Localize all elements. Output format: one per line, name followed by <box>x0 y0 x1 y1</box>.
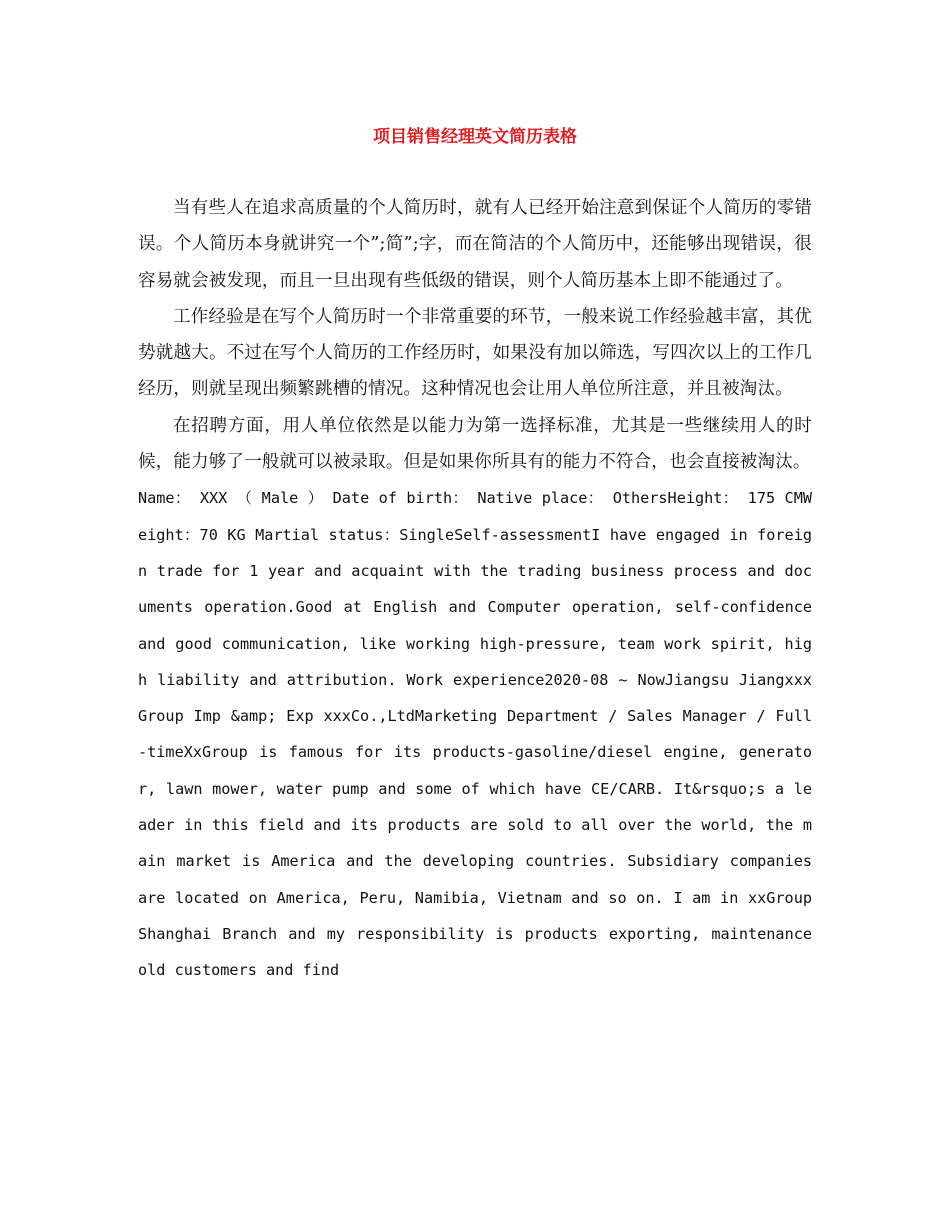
document-page <box>138 0 812 989</box>
paragraph-work-experience: 工作经验是在写个人简历时一个非常重要的环节，一般来说工作经验越丰富，其优势就越大。不过在写个人简历的工作经历时，如果没有加以筛选，写四次以上的工作几经历，则就呈现出频繁跳槽的情况。这种情况也会让用人单位所注意，并且被淘汰。 <box>138 306 812 400</box>
intro-section <box>138 190 812 480</box>
paragraph-resume-errors: 当有些人在追求高质量的个人简历时，就有人已经开始注意到保证个人简历的零错误。个人简历本身就讲究一个”;简”;字，而在简洁的个人简历中，还能够出现错误，很容易就会被发现，而且一旦出现有些低级的错误，则个人简历基本上即不能通过了。 <box>138 198 812 291</box>
resume-english-text: Name： XXX （ Male ） Date of birth： Native place： OthersHeight： 175 CMWeight：70 KG Martial status：SingleSelf-assessmentI have engaged in foreign trade for 1 year and acquaint with the trading business process and documents operation.Good at English and Computer operation, self-confidence and good communication, like working high-pressure, team work spirit, high liability and attribution. Work experience2020-08 ~ NowJiangsu JiangxxxGroup Imp &amp; Exp xxxCo.,LtdMarketing Department / Sales Manager / Full-timeXxGroup is famous for its products-gasoline/diesel engine, generator, lawn mower, water pump and some of which have CE/CARB. It&rsquo;s a leader in this field and its products are sold to all over the world, the main market is America and the developing countries. Subsidiary companies are located on America, Peru, Namibia, Vietnam and so on. I am in xxGroup Shanghai Branch and my responsibility is products exporting, maintenance old customers and find <box>138 489 812 980</box>
document-title: 项目销售经理英文简历表格 <box>373 127 577 147</box>
paragraph-recruitment: 在招聘方面，用人单位依然是以能力为第一选择标准，尤其是一些继续用人的时候，能力够了一般就可以被录取。但是如果你所具有的能力不符合，也会直接被淘汰。 <box>138 415 812 473</box>
